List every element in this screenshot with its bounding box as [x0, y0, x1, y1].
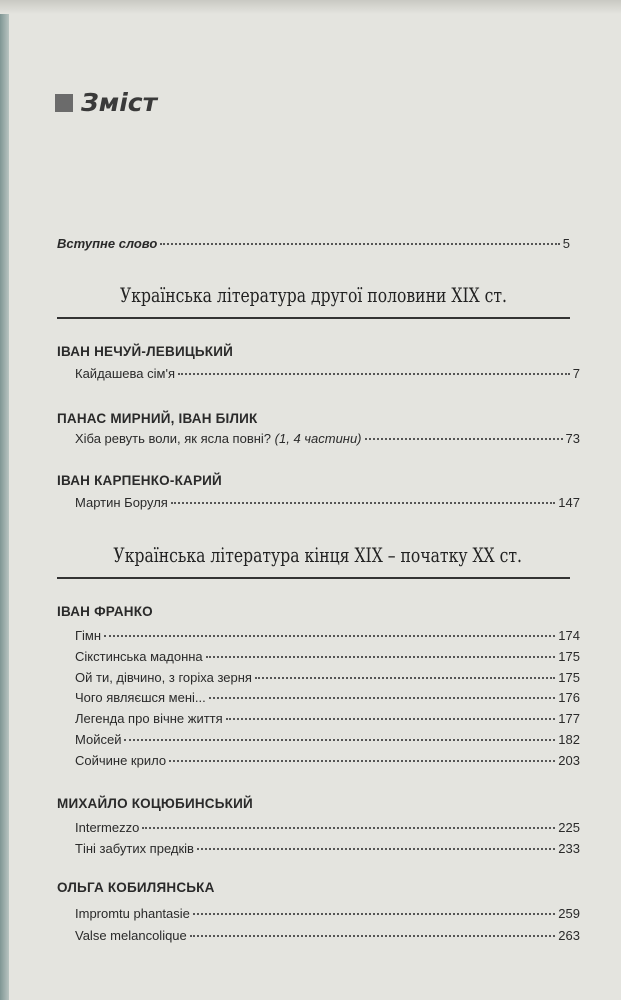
toc-entry-title: Valse melancolique: [75, 928, 187, 943]
dot-leader: [209, 697, 556, 699]
toc-entry-title: Сікстинська мадонна: [75, 648, 203, 664]
page-top-shadow: [0, 0, 621, 14]
toc-entry-title: Intermezzo: [75, 820, 140, 835]
toc-entry-title: Чого являєшся мені...: [75, 690, 206, 706]
toc-entry: [75, 670, 580, 685]
section-rule: [57, 317, 570, 319]
page-binding-edge: [0, 0, 9, 1000]
dot-leader: [226, 718, 556, 720]
author-name: ІВАН КАРПЕНКО-КАРИЙ: [57, 473, 222, 488]
toc-page-number: 182: [558, 732, 580, 747]
toc-page-number: 175: [558, 648, 580, 664]
author-name: ІВАН ФРАНКО: [57, 604, 153, 619]
toc-page-number: 174: [558, 628, 580, 643]
toc-page-number: 7: [572, 366, 580, 381]
work-note: (1, 4 частини): [274, 431, 362, 446]
toc-entry: [75, 841, 580, 856]
toc-entry: [75, 690, 580, 705]
dot-leader: [255, 677, 555, 679]
toc-entry: [75, 820, 580, 835]
section-heading: Українська література другої половини XIX ст.: [119, 283, 508, 307]
dot-leader: [169, 760, 555, 762]
toc-page-number: 176: [558, 690, 580, 706]
toc-entry: [75, 628, 580, 643]
toc-entry: [75, 495, 580, 510]
toc-page-number: 147: [558, 495, 580, 510]
work-title: Хіба ревуть воли, як ясла повні?: [75, 431, 272, 446]
toc-entry: [75, 649, 580, 664]
dot-leader: [206, 656, 556, 658]
dot-leader: [365, 438, 563, 440]
page-title: [55, 88, 157, 117]
toc-entry: [75, 366, 580, 381]
toc-page-number: 5: [562, 236, 570, 251]
toc-entry-title: Кайдашева сім'я: [75, 366, 175, 381]
toc-entry-title: Ой ти, дівчино, з горіха зерня: [75, 669, 252, 685]
toc-entry-title: Гімн: [75, 628, 102, 643]
title-square-icon: [55, 94, 73, 112]
section-rule: [57, 577, 570, 579]
toc-entry: [75, 431, 580, 446]
author-name: ІВАН НЕЧУЙ-ЛЕВИЦЬКИЙ: [57, 344, 234, 359]
toc-page-number: 233: [558, 840, 580, 856]
dot-leader: [142, 827, 555, 829]
toc-entry-title: Мойсей: [75, 732, 122, 747]
dot-leader: [171, 502, 555, 504]
dot-leader: [124, 739, 555, 741]
dot-leader: [160, 243, 559, 245]
author-name: ОЛЬГА КОБИЛЯНСЬКА: [57, 880, 215, 895]
toc-page-number: 203: [558, 752, 580, 768]
toc-entry-title: Легенда про вічне життя: [75, 711, 223, 727]
toc-entry: [75, 906, 580, 921]
toc-page-number: 177: [558, 711, 580, 727]
dot-leader: [190, 935, 556, 937]
toc-entry: [75, 711, 580, 726]
toc-entry: [75, 928, 580, 943]
toc-page-number: 263: [558, 928, 580, 943]
toc-entry-title: Сойчине крило: [75, 752, 167, 768]
dot-leader: [197, 848, 555, 850]
section-heading: Українська література кінця XIX – початку XX ст.: [113, 543, 522, 567]
author-name: МИХАЙЛО КОЦЮБИНСЬКИЙ: [57, 796, 253, 811]
toc-entry: [75, 732, 580, 747]
toc-entry-title: Impromtu phantasie: [75, 906, 190, 921]
dot-leader: [104, 635, 555, 637]
toc-entry-intro: [57, 236, 570, 251]
toc-entry: [75, 753, 580, 768]
toc-page-number: 225: [558, 820, 580, 835]
author-name: ПАНАС МИРНИЙ, ІВАН БІЛИК: [57, 411, 258, 426]
toc-entry-title: Вступне слово: [57, 236, 158, 251]
dot-leader: [193, 913, 555, 915]
toc-entry-title: [75, 431, 362, 446]
toc-entry-title: Мартин Боруля: [75, 495, 168, 510]
toc-page-number: 259: [558, 906, 580, 921]
page-title-text: Зміст: [81, 88, 158, 117]
toc-page-number: 175: [558, 669, 580, 685]
dot-leader: [178, 373, 570, 375]
toc-page-number: 73: [565, 431, 580, 446]
toc-entry-title: Тіні забутих предків: [75, 840, 194, 856]
